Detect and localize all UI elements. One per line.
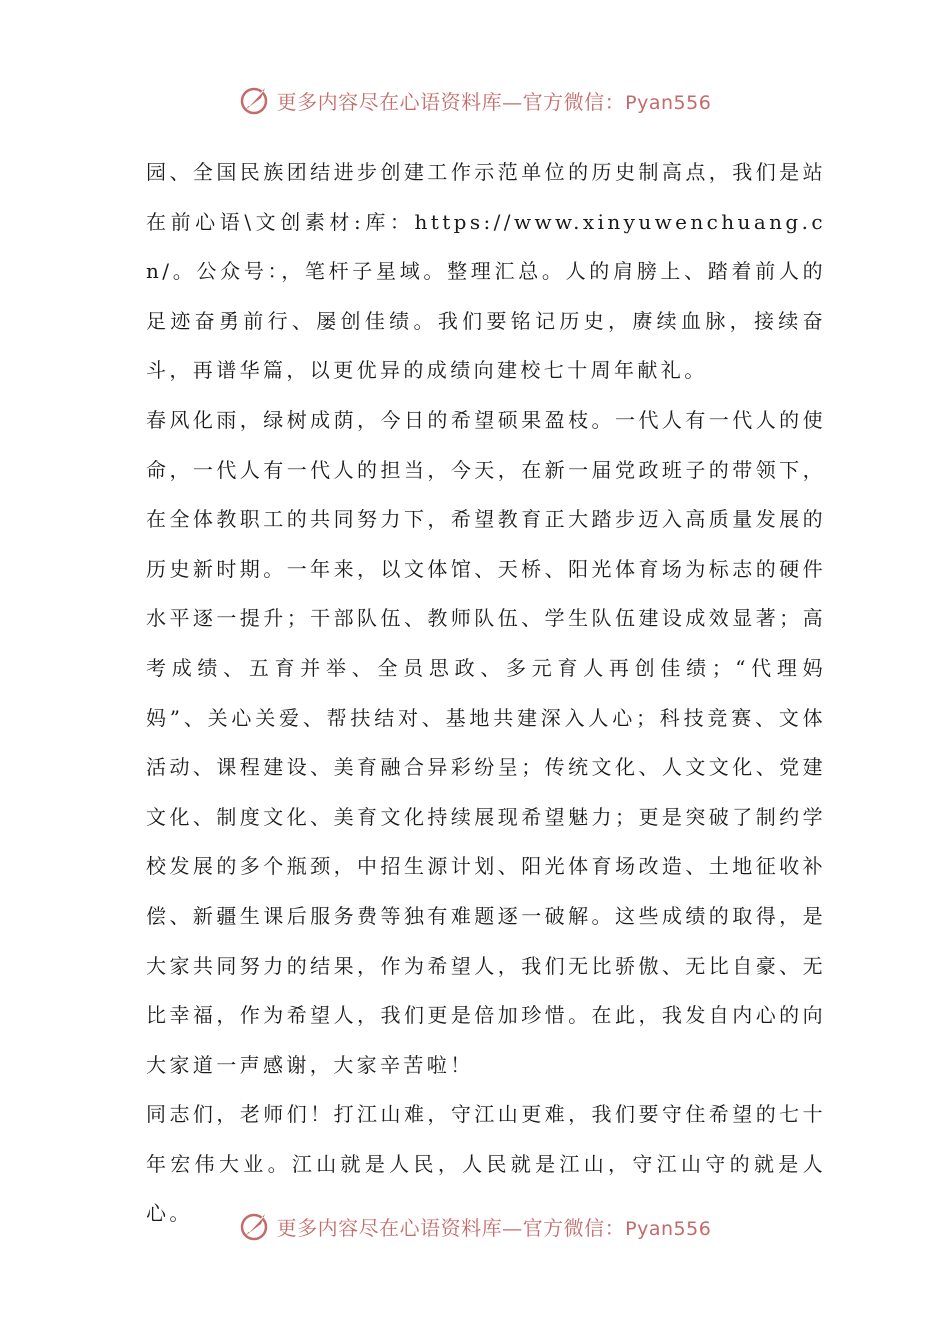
paragraph-3: 同志们，老师们！打江山难，守江山更难，我们要守住希望的七十年宏伟大业。江山就是人民，人民就是江山，守江山守的就是人心。 bbox=[146, 1102, 826, 1226]
footer-banner-wechat: Pyan556 bbox=[625, 1217, 712, 1240]
footer-banner bbox=[0, 1210, 950, 1242]
paragraph-2: 春风化雨，绿树成荫，今日的希望硕果盈枝。一代人有一代人的使命，一代人有一代人的担当，今天，在新一届党政班子的带领下，在全体教职工的共同努力下，希望教育正大踏步迈入高质量发展的历史新时期。一年来，以文体馆、天桥、阳光体育场为标志的硬件水平逐一提升；干部队伍、教师队伍、学生队伍建设成效显著；高考成绩、五育并举、全员思政、多元育人再创佳绩；“代理妈妈”、关心关爱、帮扶结对、基地共建深入人心；科技竞赛、文体活动、课程建设、美育融合异彩纷呈；传统文化、人文文化、党建文化、制度文化、美育文化持续展现希望魅力；更是突破了制约学校发展的多个瓶颈，中招生源计划、阳光体育场改造、土地征收补偿、新疆生课后服务费等独有难题逐一破解。这些成绩的取得，是大家共同努力的结果，作为希望人，我们无比骄傲、无比自豪、无比幸福，作为希望人，我们更是倍加珍惜。在此，我发自内心的向大家道一声感谢，大家辛苦啦！ bbox=[146, 407, 826, 1077]
footer-banner-label: 更多内容尽在心语资料库—官方微信： bbox=[276, 1215, 626, 1240]
footer-banner-text bbox=[277, 1212, 712, 1241]
quill-logo-icon bbox=[239, 1210, 271, 1242]
document-body bbox=[146, 148, 826, 1239]
paragraph-1: 园、全国民族团结进步创建工作示范单位的历史制高点，我们是站在前心语\文创素材:库：https://www.xinyuwenchuang.cn/。公众号：，笔杆子星域。整理汇总。人的肩膀上、踏着前人的足迹奋勇前行、屡创佳绩。我们要铭记历史，赓续血脉，接续奋斗，再谱华篇，以更优异的成绩向建校七十周年献礼。 bbox=[146, 160, 826, 383]
header-banner-text bbox=[277, 86, 712, 115]
quill-logo-icon bbox=[239, 84, 271, 116]
header-banner-label: 更多内容尽在心语资料库—官方微信： bbox=[276, 89, 626, 114]
header-banner bbox=[0, 84, 950, 116]
header-banner-wechat: Pyan556 bbox=[625, 91, 712, 114]
